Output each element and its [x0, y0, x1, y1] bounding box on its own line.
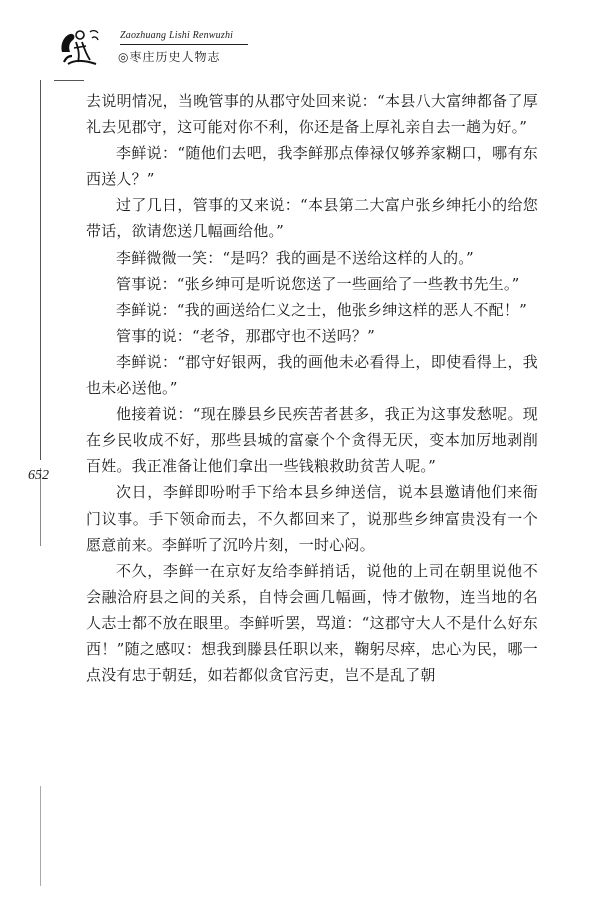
paragraph: 次日，李鲜即吩咐手下给本县乡绅送信，说本县邀请他们来衙门议事。手下领命而去，不久都回来了，说那些乡绅富贵没有一个愿意前来。李鲜听了沉吟片刻，一时心闷。 — [86, 483, 538, 554]
paragraph: 李鲜说：“郡守好银两，我的画他未必看得上，即使看得上，我也未必送他。” — [86, 352, 538, 398]
header-title-chinese: ◎枣庄历史人物志 — [118, 50, 221, 64]
paragraph: 过了几日，管事的又来说：“本县第二大富户张乡绅托小的给您带话，欲请您送几幅画给他。” — [86, 196, 538, 241]
paragraph: 管事说：“张乡绅可是听说您送了一些画给了一些教书先生。” — [116, 274, 520, 293]
frame-rule-left — [40, 786, 41, 886]
paragraph: 李鲜说：“我的画送给仁义之士，他张乡绅这样的恶人不配！” — [116, 300, 527, 319]
paragraph: 去说明情况，当晚管事的从郡守处回来说：“本县八大富绅都备了厚礼去见郡守，这可能对你不利，你还是备上厚礼亲自去一趟为好。” — [86, 92, 538, 137]
frame-rule-left — [40, 80, 41, 460]
paragraph: 李鲜说：“随他们去吧，我李鲜那点俸禄仅够养家糊口，哪有东西送人？” — [86, 144, 538, 189]
seated-figure-logo-icon — [56, 22, 104, 70]
paragraph: 他接着说：“现在滕县乡民疾苦者甚多，我正为这事发愁呢。现在乡民收成不好，那些县城的富豪个个贪得无厌，变本加厉地剥削百姓。我正准备让他们拿出一些钱粮救助贫苦人呢。” — [86, 405, 538, 476]
header-title-pinyin: Zaozhuang Lishi Renwuzhi — [120, 30, 234, 41]
header-divider — [120, 44, 248, 45]
paragraph: 李鲜微微一笑：“是吗？我的画是不送给这样的人的。” — [116, 248, 474, 267]
paragraph: 管事的说：“老爷，那郡守也不送吗？” — [116, 326, 375, 345]
frame-rule-top — [54, 80, 84, 81]
paragraph: 不久，李鲜一在京好友给李鲜捎话，说他的上司在朝里说他不会融洽府县之间的关系，自恃会画几幅画，恃才傲物，连当地的名人志士都不放在眼里。李鲜听罢，骂道：“这郡守大人不是什么好东西！”随之感叹：想我到滕县任职以来，鞠躬尽瘁，忠心为民，哪一点没有忠于朝廷，如若都似贪官污吏，岂不是乱了朝 — [86, 561, 538, 685]
running-header — [56, 22, 256, 82]
body-text — [86, 88, 538, 688]
page-number: 652 — [28, 468, 49, 483]
